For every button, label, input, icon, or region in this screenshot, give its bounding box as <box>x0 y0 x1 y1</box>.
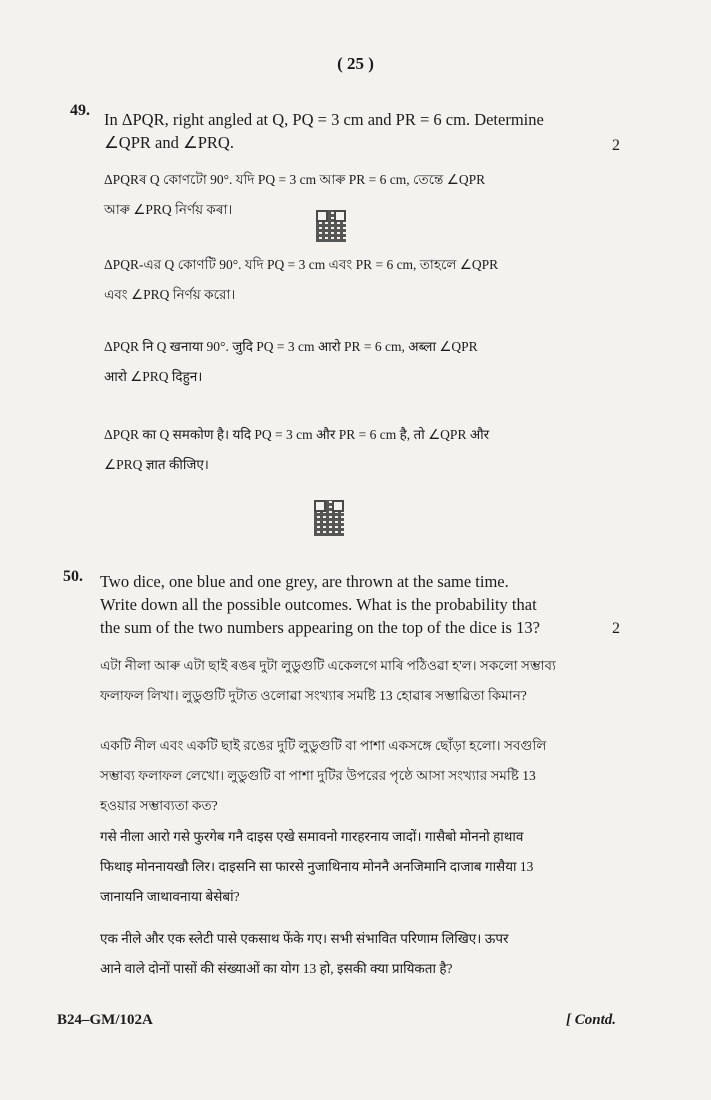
q50-bn-line: সম্ভাব্য ফলাফল লেখো। লুডুগুটি বা পাশা দুটির উপরের পৃষ্ঠে আসা সংখ্যার সমষ্টি 13 <box>100 768 536 783</box>
question-50-bodo <box>100 822 533 912</box>
page-number: ( 25 ) <box>337 54 374 73</box>
question-50-hindi <box>100 924 509 984</box>
question-49-bengali <box>104 250 498 310</box>
q50-as-line: ফলাফল লিখা। লুডুগুটি দুটাত ওলোৱা সংখ্যাৰ সমষ্টি 13 হোৱাৰ সম্ভাৱিতা কিমান? <box>100 688 527 703</box>
q50-bn-line: হওয়ার সম্ভাব্যতা কত? <box>100 798 218 813</box>
qr-code-icon <box>314 500 344 536</box>
q50-hi-line: एक नीले और एक स्लेटी पासे एकसाथ फेंके गए। सभी संभावित परिणाम लिखिए। ऊपर <box>100 931 509 946</box>
question-49-bodo <box>104 332 478 392</box>
q49-as-line: আৰু ∠PRQ নিৰ্ণয় কৰা। <box>104 202 233 217</box>
continued-label: [ Contd. <box>565 1012 616 1028</box>
question-49-marks: 2 <box>612 137 620 154</box>
question-49-number: 49. <box>70 102 90 119</box>
q50-hi-line: आने वाले दोनों पासों की संख्याओं का योग 13 हो, इसकी क्या प्रायिकता है? <box>100 961 453 976</box>
question-50-marks: 2 <box>612 620 620 637</box>
qr-code-icon <box>316 210 346 242</box>
question-50-bengali <box>100 731 546 821</box>
q50-bodo-line: फिथाइ मोननायखौ लिर। दाइसनि सा फारसे नुजाथिनाय मोननै अनजिमानि दाजाब गासैया 13 <box>100 859 534 874</box>
q50-bodo-line: जानायनि जाथावनाया बेसेबां? <box>100 889 240 904</box>
question-49-assamese <box>104 165 485 225</box>
q49-bn-line: এবং ∠PRQ নির্ণয় করো। <box>104 287 236 302</box>
question-49-english <box>104 108 544 154</box>
q49-bodo-line: ΔPQR नि Q खनाया 90°. जुदि PQ = 3 cm आरो PR = 6 cm, अब्ला ∠QPR <box>104 339 478 354</box>
q50-en-line: the sum of the two numbers appearing on the top of the dice is 13? <box>100 618 540 637</box>
question-50-number: 50. <box>63 568 83 585</box>
q50-as-line: এটা নীলা আৰু এটা ছাই ৰঙৰ দুটা লুডুগুটি একেলগে মাৰি পঠিওৱা হ'ল। সকলো সম্ভাব্য <box>100 658 556 673</box>
q49-bodo-line: आरो ∠PRQ दिहुन। <box>104 369 203 384</box>
paper-code: B24–GM/102A <box>57 1012 153 1028</box>
q49-hi-line: ΔPQR का Q समकोण है। यदि PQ = 3 cm और PR = 6 cm है, तो ∠QPR और <box>104 427 490 442</box>
q50-en-line: Write down all the possible outcomes. What is the probability that <box>100 595 537 614</box>
q50-en-line: Two dice, one blue and one grey, are thrown at the same time. <box>100 572 509 591</box>
q49-bn-line: ΔPQR-এর Q কোণটি 90°. যদি PQ = 3 cm এবং PR = 6 cm, তাহলে ∠QPR <box>104 257 499 272</box>
q50-bn-line: একটি নীল এবং একটি ছাই রঙের দুটি লুডুগুটি বা পাশা একসঙ্গে ছোঁড়া হলো। সবগুলি <box>100 738 547 753</box>
question-50-english <box>100 570 540 639</box>
q49-hi-line: ∠PRQ ज्ञात कीजिए। <box>104 457 209 472</box>
q50-bodo-line: गसे नीला आरो गसे फुरगेब गनै दाइस एखे समावनो गारहरनाय जादों। गासैबो मोननो हाथाव <box>100 829 524 844</box>
q49-as-line: ΔPQRৰ Q কোণটো 90°. যদি PQ = 3 cm আৰু PR = 6 cm, তেন্তে ∠QPR <box>104 172 486 187</box>
q49-en-line: ∠QPR and ∠PRQ. <box>104 133 234 152</box>
question-49-hindi <box>104 420 489 480</box>
q49-en-line: In ΔPQR, right angled at Q, PQ = 3 cm and PR = 6 cm. Determine <box>104 110 544 129</box>
question-50-assamese <box>100 651 556 711</box>
